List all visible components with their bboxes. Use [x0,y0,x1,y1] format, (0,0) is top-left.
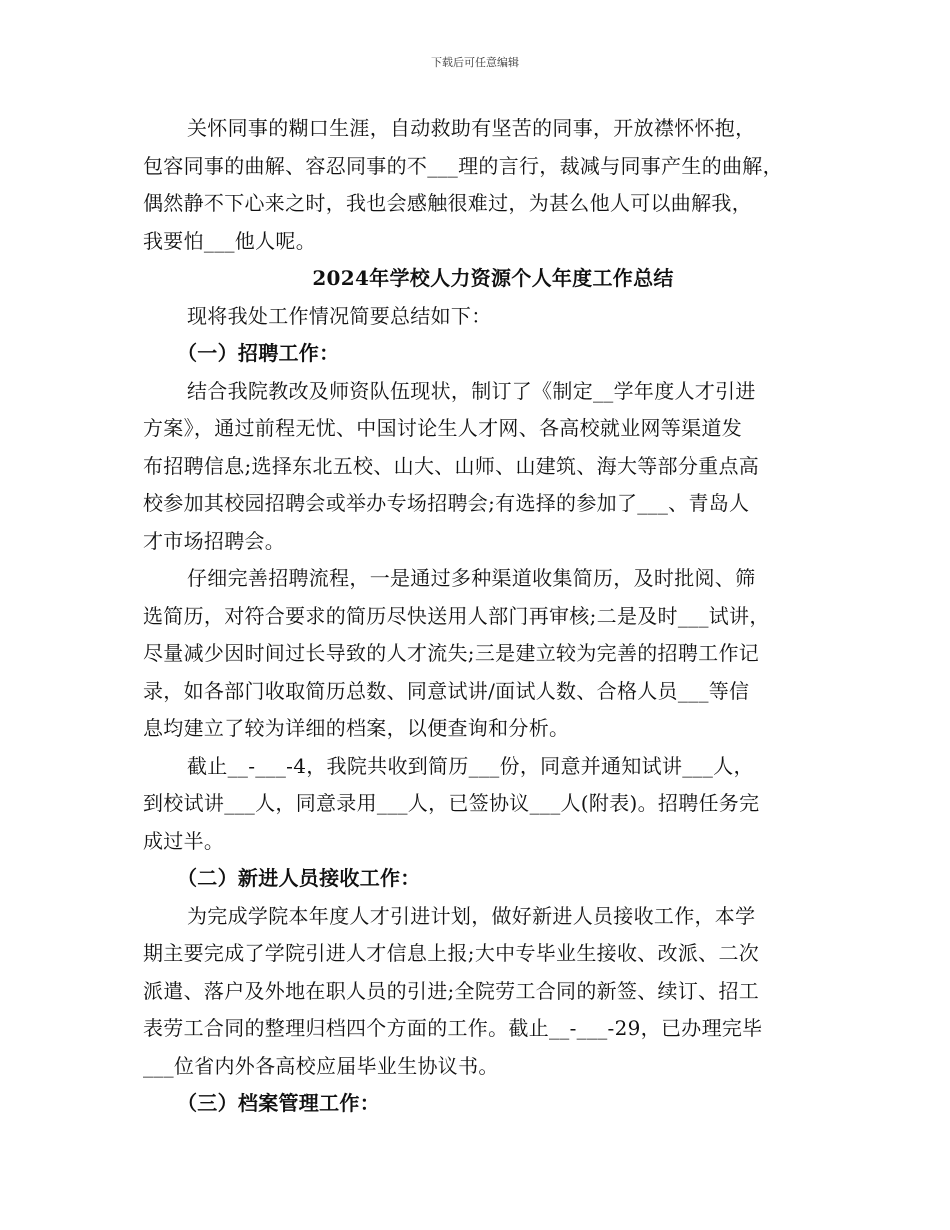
paragraph-line: 截止__-___-4，我院共收到简历___份，同意并通知试讲___人， [187,753,754,778]
document-body [143,110,843,1123]
paragraph-line: 包容同事的曲解、容忍同事的不___理的言行，裁减与同事产生的曲解， [143,153,783,178]
paragraph-line: 我要怕___他人呢。 [143,228,316,253]
paragraph-line: 表劳工合同的整理归档四个方面的工作。截止__-___-29，已办理完毕 [143,1016,763,1040]
paragraph-line: 结合我院教改及师资队伍现状，制订了《制定__学年度人才引进 [187,378,756,403]
paragraph-line: ___位省内外各高校应届毕业生协议书。 [143,1053,499,1078]
paragraph-line: 偶然静不下心来之时，我也会感触很难过，为甚么他人可以曲解我， [143,191,752,215]
paragraph-line: 布招聘信息;选择东北五校、山大、山师、山建筑、海大等部分重点高 [143,453,760,478]
paragraph-line: 息均建立了较为详细的档案，以便查询和分析。 [143,716,570,740]
paragraph-line: 现将我处工作情况简要总结如下： [187,303,492,328]
paragraph-line: 期主要完成了学院引进人才信息上报;大中专毕业生接收、改派、二次 [143,941,760,965]
paragraph-line: 录，如各部门收取简历总数、同意试讲/面试人数、合格人员___等信 [143,678,750,703]
paragraph-line: 关怀同事的糊口生涯，自动救助有坚苦的同事，开放襟怀怀抱， [187,116,756,140]
section-heading: （一）招聘工作： [177,341,340,365]
paragraph-line: 为完成学院本年度人才引进计划，做好新进人员接收工作，本学 [187,903,756,928]
paragraph-line: 方案》，通过前程无忧、中国讨论生人才网、各高校就业网等渠道发 [143,416,742,440]
section-heading: （二）新进人员接收工作： [177,866,421,890]
paragraph-line: 派遣、落户及外地在职人员的引进;全院劳工合同的新签、续订、招工 [143,978,760,1003]
document-title: 2024年学校人力资源个人年度工作总结 [312,266,674,290]
paragraph-line: 选简历，对符合要求的简历尽快送用人部门再审核;二是及时___试讲， [143,603,770,628]
paragraph-line: 校参加其校园招聘会或举办专场招聘会;有选择的参加了___、青岛人 [143,491,750,515]
paragraph-line: 到校试讲___人，同意录用___人，已签协议___人(附表)。招聘任务完 [143,791,760,815]
paragraph-line: 成过半。 [143,828,225,853]
paragraph-line: 尽量减少因时间过长导致的人才流失;三是建立较为完善的招聘工作记 [143,641,760,665]
paragraph-line: 仔细完善招聘流程，一是通过多种渠道收集简历，及时批阅、筛 [187,566,756,590]
page-header: 下载后可任意编辑 [431,56,519,69]
paragraph-line: 才市场招聘会。 [143,528,286,553]
section-heading: （三）档案管理工作： [177,1091,380,1115]
